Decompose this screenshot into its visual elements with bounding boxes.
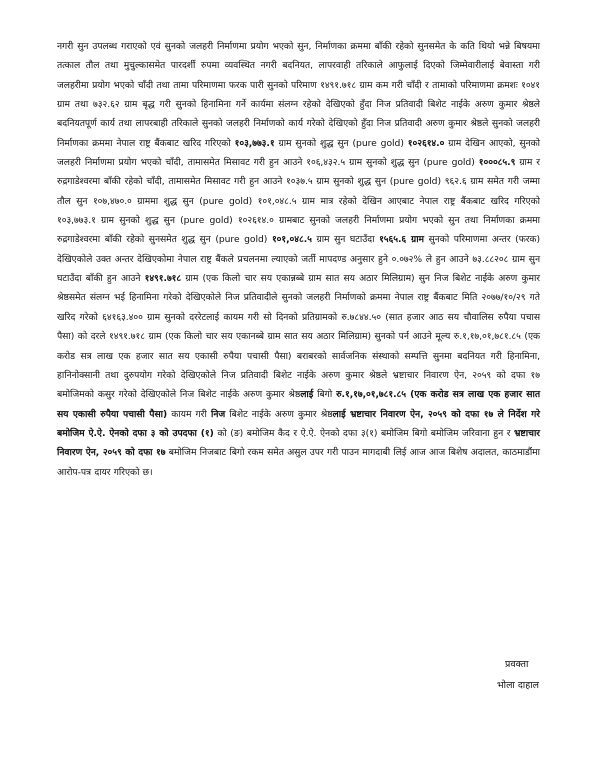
text-run: बमोजिम निजबाट बिगो रकम समेत असुल उपर गरी पाउन मागदाबी लिई आज आज बिशेष अदालत, काठमाडौंमा आरोप-पत्र दायर गरिएको छ। [57, 447, 540, 478]
body-paragraph [57, 37, 540, 482]
text-run-bold: रु.१,१७,०१,७८१.८५ (एक करोड सत्र लाख एक हजार सात सय एकासी रुपैया पचासी पैसा) [57, 389, 541, 420]
text-run: सुनको परिमाणमा अन्तर (फरक) देखिएकोले उक्त अन्तर देखिएकोमा नेपाल राष्ट्र बैंकले प्रचलनमा ल्याएको जर्ती मापदण्ड अनुसार हुने ०.०७२% ले हुन आउने ७३.८८२०८ ग्राम सुन घटाउँदा बाँकी हुन आउने [57, 234, 540, 285]
text-run-bold: १४९१.७१८ [144, 273, 182, 285]
text-run: ग्राम सुनको शुद्ध सुन (pure gold) [274, 137, 408, 149]
text-run: बिशेट नाईके अरुण कुमार श्रेष्ठ [225, 408, 333, 420]
text-run: को (ङ) बमोजिम कैद र ऐ.ऐ. ऐनको दफा ३(१) बमोजिम बिगो बमोजिम जरिवाना हुन र [213, 427, 515, 439]
text-run: ग्राम र रुद्रगाडेश्वरमा बाँकी रहेको चाँदी, तामासमेत मिसावट गरी हुन आउने १०३७.५ ग्राम सुनको शुद्ध सुन (pure gold) ९६२.६ ग्राम समेत गरी जम्मा तौल सुन १०७,४७०.० ग्राममा शुद्ध सुन (pure gold) १०१,०४८.५ ग्राम मात्र रहेको देखिन आएबाट नेपाल राष्ट्र बैंकबाट खरिद गरिएको १०३,७७३.१ ग्राम सुनको शुद्ध सुन (pure gold) १०२६१४.० ग्रामबाट सुनको जलहरी निर्माणमा प्रयोग भएको सुन तथा निर्माणका क्रममा रुद्रगाडेश्वरमा बाँकी रहेको सुनसमेत शुद्ध सुन (pure gold) [57, 157, 540, 246]
text-run-bold: १०२६१४.० [407, 137, 445, 149]
text-run: ग्राम देखिन आएको, सुनको जलहरी निर्माणमा प्रयोग भएको चाँदी, तामासमेत मिसावट गरी हुन आउने १०६,४३२.५ ग्राम सुनको शुद्ध सुन (pure gold) [57, 137, 540, 169]
signature-name: भोला दाहाल [497, 680, 539, 691]
text-run: बिगो [313, 389, 337, 401]
text-run-bold: लाई [300, 389, 314, 401]
text-run-bold: लाई भ्रष्टाचार निवारण ऐन, २०५९ को दफा १७ ले निर्देश गरे बमोजिम ऐ.ऐ. ऐनको दफा ३ को उपदफा (१) [57, 408, 541, 439]
text-run-bold: १०३,७७३.१ [234, 137, 275, 149]
signature-block [497, 654, 539, 696]
text-run: नगरी सुन उपलब्ध गराएको एवं सुनको जलहरी निर्माणमा प्रयोग भएको सुन, निर्माणका क्रममा बाँकी रहेको सुनसमेत के कति थियो भन्ने बिषयमा तत्काल तौल तथा मुचुल्कासमेत पारदर्शी रुपमा व्यवस्थित नगरी बदनियत, लापरवाही तरिकाले आफुलाई दिएको जिम्मेवारीलाई बेवास्ता गरी जलहरीमा प्रयोग भएको चाँदी तथा तामा परिमाणमा फरक पारी सुनको परिमाण १४९१.७१८ ग्राम कम गरी चाँदी र तामाको परिमाणमा क्रमशः १०४१ ग्राम तथा ७३२.६२ ग्राम बृद्ध गरी सुनको हिनामिना गर्ने कार्यमा संलग्न रहेको देखिएको हुँदा निज प्रतिवादी बिशेट नाईके अरुण कुमार श्रेष्ठले बदनियतपूर्ण कार्य तथा लापरबाही तरिकाले सुनको जलहरी निर्माणको कार्य गरेको देखिएको हुँदा निज प्रतिवादी अरुण कुमार श्रेष्ठले सुनको जलहरी निर्माणका क्रममा नेपाल राष्ट्र बैंकबाट खरिद गरिएको [57, 41, 540, 149]
text-run-bold: १०१,०४८.५ [271, 234, 312, 246]
text-run: ग्राम सुन घटाउँदा [311, 234, 380, 246]
text-run: ग्राम (एक किलो चार सय एकान्नब्बे ग्राम सात सय अठार मिलिग्राम) सुन निज बिशेट नाईके अरुण कुमार श्रेष्ठसमेत संलग्न भई हिनामिना गरेको देखिएकोले निज प्रतिवादीले सुनको जलहरी निर्माणको क्रममा नेपाल राष्ट्र बैंकबाट मिति २०७७/१०/२९ गते खरिद गरेको ६४१६३.४०० ग्राम सुनको दररेटलाई कायम गरी सो दिनको प्रतिग्रामको रु.७८४४.५० (सात हजार आठ सय चौवालिस रुपैया पचास पैसा) को दरले १४९१.७१८ ग्राम (एक किलो चार सय एकानब्बे ग्राम सात सय अठार मिलिग्राम) सुनको पर्न आउने मूल्य रु.१,१७,०१,७८१.८५ (एक करोड सत्र लाख एक हजार सात सय एकासी रुपैया पचासी पैसा) बराबरको सार्वजनिक संस्थाको सम्पत्ति सुनमा बदनियत गरी हिनामिना, हानिनोक्सानी तथा दुरुपयोग गरेको देखिएकोले निज प्रतिवादी बिशेट नाईके अरुण कुमार श्रेष्ठले भ्रष्टाचार निवारण ऐन, २०५९ को दफा १७ बमोजिमको कसुर गरेको देखिएकोले निज बिशेट नाईके अरुण कुमार श्रेष्ठ [57, 273, 541, 401]
text-run: कायम गरी [167, 408, 211, 420]
signature-title: प्रवक्ता [505, 659, 529, 670]
text-run-bold: १५६५.६ ग्राम [379, 234, 424, 246]
text-run-bold: निज [210, 408, 226, 420]
text-run-bold: भ्रष्टाचार निवारण ऐन, २०५९ को दफा १७ [57, 427, 540, 459]
text-run-bold: १०००८५.९ [478, 157, 516, 169]
